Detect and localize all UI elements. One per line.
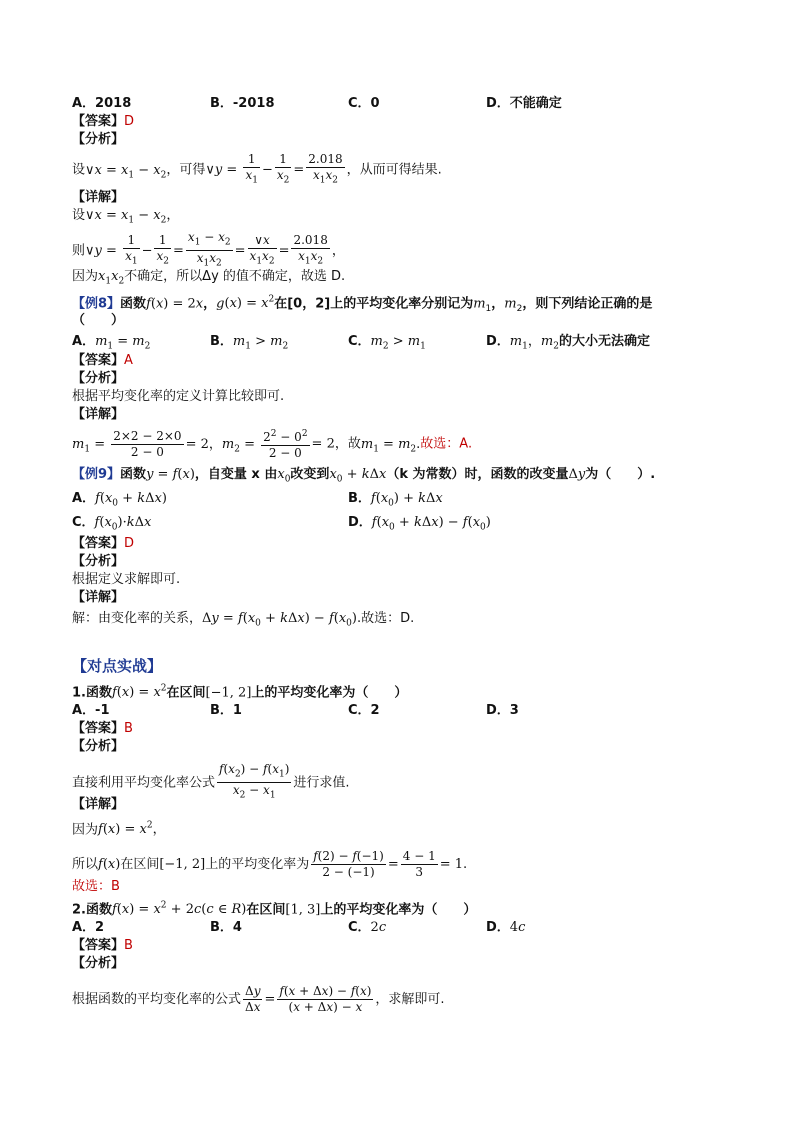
p1-analysis-post: 进行求值.	[293, 775, 350, 791]
example-9-tag: 【例9】	[72, 467, 121, 482]
p2-answer-line	[72, 937, 133, 955]
p2-answer-label: 【答案】	[72, 938, 125, 953]
p1-analysis-text: 直接利用平均变化率公式 $\frac{f(x_2) - f(x_1)}{x_2 - x_1}$ 进行求值.	[72, 762, 350, 801]
option-c: C．0	[348, 96, 380, 111]
ex8-opt-d-label: D．	[486, 334, 510, 349]
analysis-label: 【分析】	[72, 132, 125, 147]
ex8-detail-end: 故选：A.	[420, 436, 473, 452]
p2-option-c: C．2c	[348, 920, 387, 935]
ex8-opt-d-tail: 的大小无法确定	[558, 334, 650, 349]
ex8-stem-b: ，	[203, 296, 217, 312]
p1-analysis-label: 【分析】	[72, 739, 125, 754]
ex9-option-d: D．$f(x_0 + k\Delta x) - f(x_0)$	[348, 515, 491, 533]
ex9-detail-label: 【详解】	[72, 590, 125, 605]
p1-detail-l1-pre: 因为	[72, 822, 99, 838]
answer-line	[72, 113, 134, 131]
section-title: 【对点实战】	[72, 657, 163, 675]
p1-answer-line	[72, 720, 133, 738]
p2-stem-c: 上的平均变化率为（ ）	[320, 902, 477, 918]
p1-option-b: B．1	[210, 703, 242, 718]
p1-detail-l3: 故选：B	[72, 879, 120, 894]
example-8-stem: 【例8】函数f(x) = 2x，$g(x) = x^2$在[0，2]上的平均变化率分别记为$m_1$，$m_2$，则下列结论正确的是	[72, 295, 653, 314]
ex8-detail-label: 【详解】	[72, 407, 125, 422]
detail-line-3: 因为$x_1x_2$不确定，所以Δy 的值不确定，故选 D.	[72, 269, 346, 287]
ex8-stem-d: ，则下列结论正确的是	[522, 296, 653, 312]
ex8-opt-c-label: C．	[348, 334, 371, 349]
ex8-stem-a: 函数	[120, 296, 147, 312]
p2-option-a: A．2	[72, 920, 105, 935]
p1-stem-b: 在区间	[166, 685, 206, 701]
p2-analysis-label: 【分析】	[72, 956, 125, 971]
analysis-mid: ，可得	[166, 162, 206, 178]
example-9-stem: 【例9】函数y = f(x)，自变量 x 由$x_0$改变到$x_0 + k\Delta x(k$ 为常数）时，函数的改变量Δy为（ ）.	[72, 467, 656, 485]
detail-l3-post: 不确定，所以Δy 的值不确定，故选 D.	[124, 269, 346, 284]
p2-stem-b: 在区间	[246, 902, 286, 918]
p1-answer-label: 【答案】	[72, 721, 125, 736]
p1-answer-value: B	[124, 721, 133, 736]
answer-label: 【答案】	[72, 114, 125, 129]
answer-value: D	[124, 114, 135, 129]
ex8-answer-value: A	[124, 353, 133, 368]
p2-analysis-pre: 根据函数的平均变化率的公式	[72, 992, 242, 1007]
ex8-option-c: C．$m_2 > m_1$	[348, 334, 426, 352]
ex9-detail-post: .故选：D.	[356, 611, 415, 626]
option-a: A．2018	[72, 96, 132, 111]
p1-detail-line-1: 因为$f(x) = x^2$，	[72, 821, 166, 838]
p1-option-d: D．3	[486, 703, 519, 718]
p1-detail-l2-mid2: 上的平均变化率为	[205, 857, 310, 872]
ex8-option-b: B．$m_1 > m_2$	[210, 334, 289, 352]
ex9-option-b: B．$f(x_0) + k\Delta x$	[348, 491, 443, 509]
p2-stem-a: 2.函数	[72, 902, 112, 918]
detail-l1-pre: 设	[72, 208, 86, 223]
ex9-opt-d-label: D．	[348, 515, 372, 530]
ex8-stem-c: 在[0，2]上的平均变化率分别记为	[274, 296, 474, 312]
analysis-text: 设∨x = $x_1 - x_2$，可得∨y = $\frac{1}{x_1}$ − $\frac{1}{x_2}$ = $\frac{2.018}{x_1x_2}$ ，从而可得结果.	[72, 152, 442, 186]
p1-detail-l2-mid: 在区间	[120, 857, 160, 872]
p2-opt-c-label: C．	[348, 920, 371, 935]
p1-detail-line-2: 所以f(x)在区间[−1, 2]上的平均变化率为 $\frac{f(2) - f(-1)}{2 - (-1)}$ = $\frac{4 - 1}{3}$ = 1.	[72, 849, 468, 879]
p2-opt-d-label: D．	[486, 920, 510, 935]
ex9-answer-line	[72, 535, 134, 553]
ex8-detail-tail: ，故	[334, 436, 361, 452]
option-b: B．-2018	[210, 96, 275, 111]
ex8-answer-line	[72, 352, 133, 370]
detail-line-2: 则∨y = $\frac{1}{x_1}$ − $\frac{1}{x_2}$ = $\frac{x_1 - x_2}{x_1x_2}$ = $\frac{\vee x}{x_1x_2}$ = $\frac{2.018}{x_1x_2}$ ，	[72, 230, 345, 269]
p1-option-a: A．-1	[72, 703, 110, 718]
ex9-detail-line: 解：由变化率的关系，$\Delta y = f(x_0 + k\Delta x) - f(x_0)$.故选：D.	[72, 611, 415, 629]
ex9-stem-e: 为（ ）.	[585, 467, 656, 482]
ex9-stem-d: （k 为常数）时，函数的改变量	[386, 467, 569, 482]
ex9-detail-pre: 解：由变化率的关系，	[72, 611, 203, 626]
detail-line-1: 设∨x = $x_1 - x_2$，	[72, 208, 180, 226]
ex9-answer-label: 【答案】	[72, 536, 125, 551]
p2-stem: 2.函数$f(x) = x^2 + 2c(c$ ∈ R)在区间[1, 3]上的平均变化率为（ ）	[72, 901, 477, 918]
ex9-opt-c-label: C．	[72, 515, 95, 530]
ex8-opt-b-label: B．	[210, 334, 233, 349]
ex8-option-a: A．$m_1 = m_2$	[72, 334, 151, 352]
p1-analysis-pre: 直接利用平均变化率公式	[72, 775, 216, 791]
example-8-tag: 【例8】	[72, 296, 121, 312]
p1-stem-a: 1.函数	[72, 685, 112, 701]
ex8-paren: （ ）	[72, 313, 125, 328]
p2-analysis-post: ，求解即可.	[375, 992, 445, 1007]
ex9-stem-a: 函数	[120, 467, 147, 482]
p1-stem: 1.函数$f(x) = x^2$在区间[−1, 2]上的平均变化率为（ ）	[72, 684, 408, 701]
detail-l2-pre: 则	[72, 243, 86, 259]
ex9-stem-b: ，自变量 x 由	[194, 467, 278, 482]
analysis-pre: 设	[72, 162, 86, 178]
ex8-analysis-text: 根据平均变化率的定义计算比较即可.	[72, 389, 285, 404]
p1-stem-c: 上的平均变化率为（ ）	[251, 685, 408, 701]
ex8-option-d: D．$m_1$，$m_2$的大小无法确定	[486, 334, 650, 352]
ex9-answer-value: D	[124, 536, 135, 551]
p2-analysis-text: 根据函数的平均变化率的公式 $\frac{\Delta y}{\Delta x}$ = $\frac{f(x + \Delta x) - f(x)}{(x + \Delta x) - x}$ ，求解即可.	[72, 984, 445, 1014]
detail-l3-pre: 因为	[72, 269, 99, 284]
ex8-opt-a-label: A．	[72, 334, 96, 349]
p1-option-c: C．2	[348, 703, 380, 718]
ex9-stem-c: 改变到	[290, 467, 330, 482]
ex9-opt-a-label: A．	[72, 491, 96, 506]
ex9-analysis-text: 根据定义求解即可.	[72, 572, 181, 587]
detail-label: 【详解】	[72, 190, 125, 205]
ex9-analysis-label: 【分析】	[72, 554, 125, 569]
ex8-analysis-label: 【分析】	[72, 371, 125, 386]
p1-detail-line-3	[72, 878, 120, 896]
option-d: D．不能确定	[486, 96, 562, 111]
p2-answer-value: B	[124, 938, 133, 953]
analysis-post: ，从而可得结果.	[346, 162, 442, 178]
ex8-detail-line: $m_1$ = $\frac{2\times 2 - 2\times 0}{2 - 0}$ = 2，$m_2$ = $\frac{2^2 - 0^2}{2 - 0}$ = 2，故$m_1 = m_2$.故选：A.	[72, 428, 473, 460]
ex9-option-a: A．$f(x_0 + k\Delta x)$	[72, 491, 167, 509]
ex9-option-c: C．$f(x_0)\cdot k\Delta x$	[72, 515, 152, 533]
ex9-opt-b-label: B．	[348, 491, 371, 506]
ex8-answer-label: 【答案】	[72, 353, 125, 368]
p1-detail-label: 【详解】	[72, 797, 125, 812]
p2-option-d: D．4c	[486, 920, 526, 935]
p1-detail-l2-pre: 所以	[72, 857, 99, 872]
p2-option-b: B．4	[210, 920, 242, 935]
